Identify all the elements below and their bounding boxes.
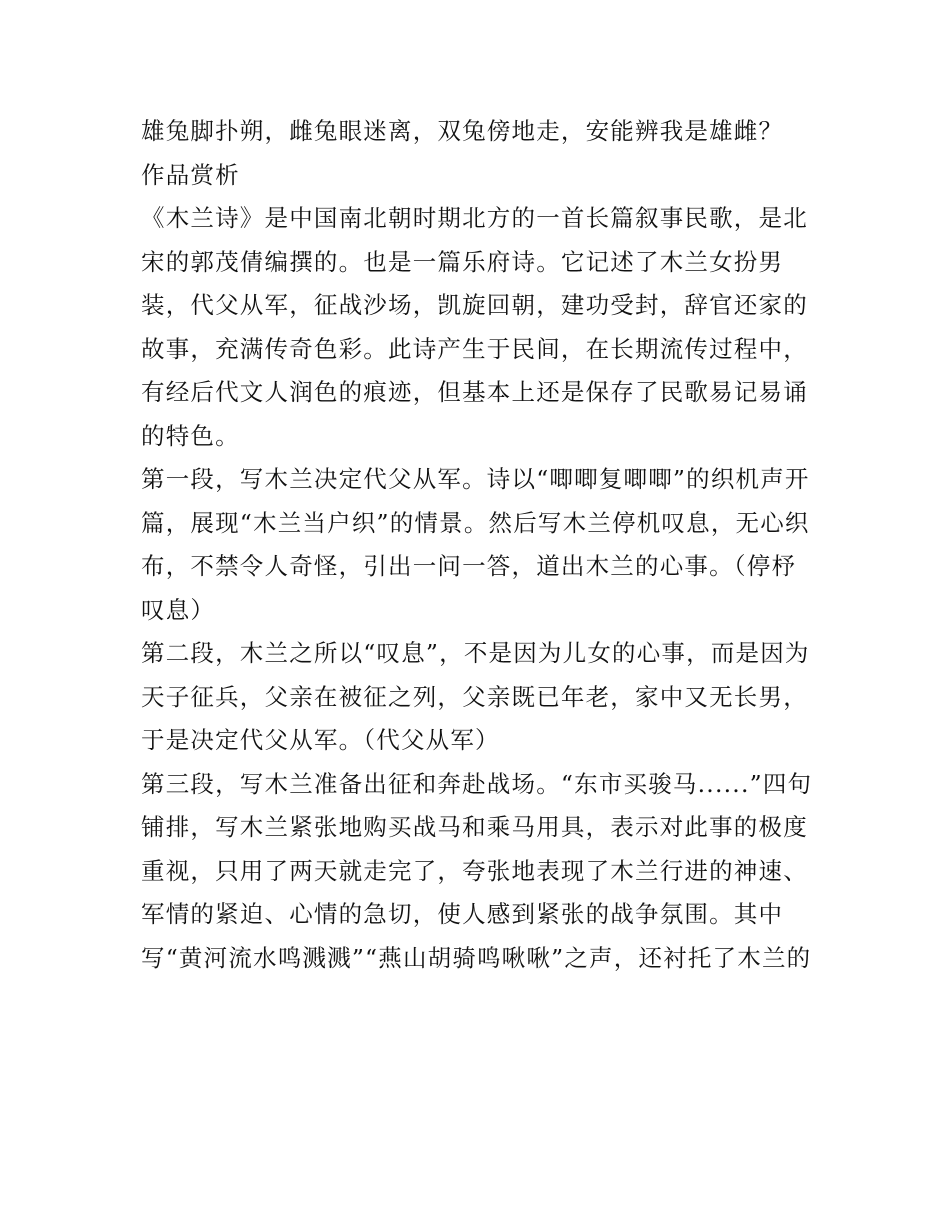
text-line: 天子征兵，父亲在被征之列，父亲既已年老，家中又无长男， bbox=[141, 682, 808, 711]
text-line: 装，代父从军，征战沙场，凯旋回朝，建功受封，辞官还家的 bbox=[141, 291, 808, 319]
text-line: 有经后代文人润色的痕迹，但基本上还是保存了民歌易记易诵 bbox=[141, 378, 808, 406]
text-line: 雄兔脚扑朔，雌兔眼迷离，双兔傍地走，安能辨我是雄雌？ bbox=[141, 117, 784, 145]
text-line: 第一段，写木兰决定代父从军。诗以“唧唧复唧唧”的织机声开 bbox=[141, 465, 810, 493]
text-line: 故事，充满传奇色彩。此诗产生于民间，在长期流传过程中， bbox=[141, 334, 808, 363]
text-line: 篇，展现“木兰当户织”的情景。然后写木兰停机叹息，无心织 bbox=[141, 508, 810, 537]
text-line: 军情的紧迫、心情的急切，使人感到紧张的战争氛围。其中 bbox=[141, 900, 784, 928]
text-line: 宋的郭茂倩编撰的。也是一篇乐府诗。它记述了木兰女扮男 bbox=[141, 247, 784, 276]
document-body bbox=[141, 110, 821, 980]
text-line: 第二段，木兰之所以“叹息”，不是因为儿女的心事，而是因为 bbox=[141, 639, 810, 667]
text-line: 的特色。 bbox=[141, 421, 240, 450]
text-line: 布，不禁令人奇怪，引出一问一答，道出木兰的心事。（停杼 bbox=[141, 552, 797, 580]
text-line: 铺排，写木兰紧张地购买战马和乘马用具，表示对此事的极度 bbox=[141, 813, 808, 841]
text-line: 叹息） bbox=[141, 595, 216, 624]
section-heading: 作品赏析 bbox=[141, 160, 240, 189]
text-line: 第三段，写木兰准备出征和奔赴战场。“东市买骏马......”四句 bbox=[141, 769, 813, 798]
text-line: 重视，只用了两天就走完了，夸张地表现了木兰行进的神速、 bbox=[141, 856, 808, 885]
text-line: 《木兰诗》是中国南北朝时期北方的一首长篇叙事民歌，是北 bbox=[141, 204, 808, 232]
text-line: 于是决定代父从军。（代父从军） bbox=[141, 726, 500, 754]
text-line: 写“黄河流水鸣溅溅”“燕山胡骑鸣啾啾”之声，还衬托了木兰的 bbox=[141, 943, 812, 972]
